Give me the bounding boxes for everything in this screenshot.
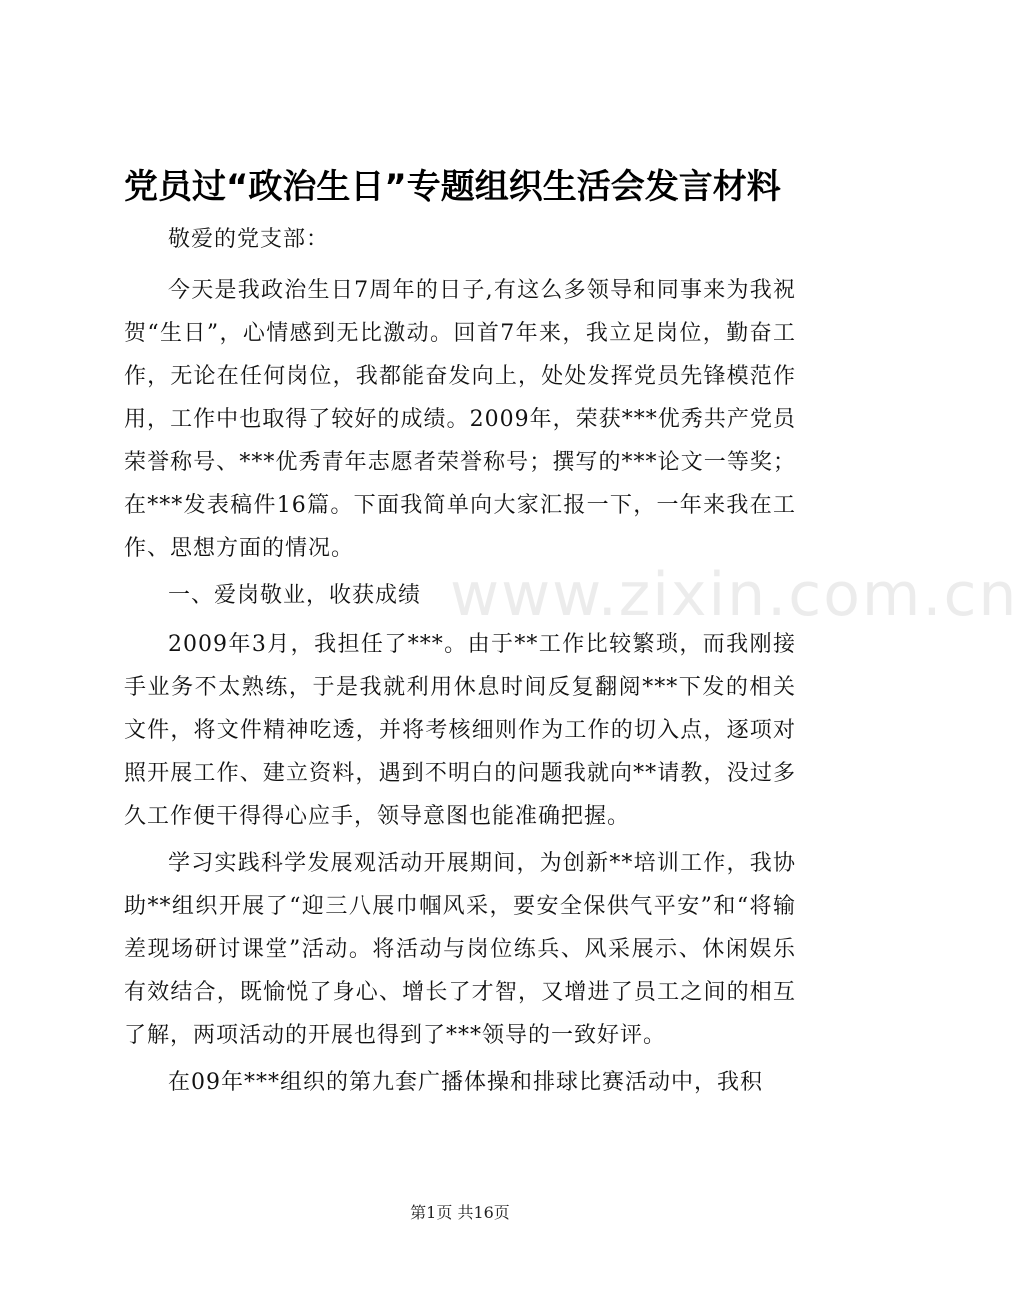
paragraph-section-3: 在09年***组织的第九套广播体操和排球比赛活动中，我积 xyxy=(168,1070,763,1095)
document-body xyxy=(124,218,796,1108)
paragraph-section-2: 学习实践科学发展观活动开展期间，为创新**培训工作，我协助**组织开展了“迎三八展巾帼风采，要安全保供气平安”和“将输差现场研讨课堂”活动。将活动与岗位练兵、风采展示、休闲娱乐有效结合，既愉悦了身心、增长了才智，又增进了员工之间的相互了解，两项活动的开展也得到了***领导的一致好评。 xyxy=(124,851,796,1048)
salutation: 敬爱的党支部： xyxy=(168,227,330,252)
paragraph-intro: 今天是我政治生日7周年的日子,有这么多领导和同事来为我祝贺“生日”，心情感到无比激动。回首7年来，我立足岗位，勤奋工作，无论在任何岗位，我都能奋发向上，处处发挥党员先锋模范作用，工作中也取得了较好的成绩。2009年，荣获***优秀共产党员荣誉称号、***优秀青年志愿者荣誉称号；撰写的***论文一等奖；在***发表稿件16篇。下面我简单向大家汇报一下，一年来我在工作、思想方面的情况。 xyxy=(124,278,796,561)
page-footer: 第1页 共16页 xyxy=(410,1203,510,1222)
document-title: 党员过“政治生日”专题组织生活会发言材料 xyxy=(124,167,781,207)
section-heading: 一、爱岗敬业，收获成绩 xyxy=(168,583,422,608)
watermark: www.zixin.com.cn xyxy=(450,560,1018,630)
paragraph-section-1: 2009年3月，我担任了***。由于**工作比较繁琐，而我刚接手业务不太熟练，于是我就利用休息时间反复翻阅***下发的相关文件，将文件精神吃透，并将考核细则作为工作的切入点，逐项对照开展工作、建立资料，遇到不明白的问题我就向**请教，没过多久工作便干得得心应手，领导意图也能准确把握。 xyxy=(124,632,796,829)
